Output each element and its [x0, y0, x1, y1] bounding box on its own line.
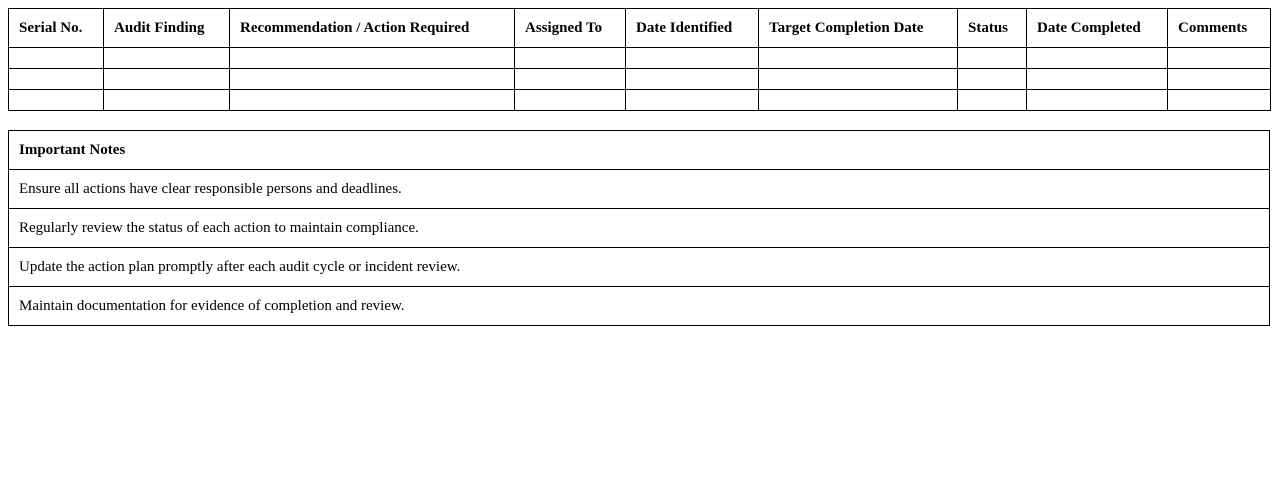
table-cell[interactable] [1168, 90, 1271, 111]
header-assigned-to: Assigned To [515, 9, 626, 48]
page-content [8, 8, 1270, 326]
header-date-completed: Date Completed [1027, 9, 1168, 48]
table-cell[interactable] [515, 90, 626, 111]
table-cell[interactable] [1027, 69, 1168, 90]
table-row [9, 69, 1271, 90]
note-row [9, 287, 1270, 326]
header-recommendation: Recommendation / Action Required [230, 9, 515, 48]
table-cell[interactable] [9, 48, 104, 69]
table-header-row [9, 9, 1271, 48]
header-status: Status [958, 9, 1027, 48]
table-cell[interactable] [759, 69, 958, 90]
note-row [9, 170, 1270, 209]
table-cell[interactable] [9, 90, 104, 111]
important-notes-table [8, 130, 1270, 326]
table-cell[interactable] [515, 48, 626, 69]
table-cell[interactable] [1027, 48, 1168, 69]
table-cell[interactable] [104, 69, 230, 90]
table-row [9, 90, 1271, 111]
table-cell[interactable] [958, 48, 1027, 69]
table-cell[interactable] [759, 48, 958, 69]
note-row [9, 248, 1270, 287]
action-plan-table [8, 8, 1271, 111]
table-cell[interactable] [1027, 90, 1168, 111]
table-cell[interactable] [1168, 48, 1271, 69]
header-target-completion-date: Target Completion Date [759, 9, 958, 48]
header-date-identified: Date Identified [626, 9, 759, 48]
table-cell[interactable] [230, 48, 515, 69]
table-cell[interactable] [230, 69, 515, 90]
table-cell[interactable] [958, 90, 1027, 111]
table-row [9, 48, 1271, 69]
table-cell[interactable] [104, 48, 230, 69]
notes-header-row [9, 131, 1270, 170]
table-cell[interactable] [515, 69, 626, 90]
table-cell[interactable] [104, 90, 230, 111]
header-audit-finding: Audit Finding [104, 9, 230, 48]
table-cell[interactable] [230, 90, 515, 111]
table-cell[interactable] [626, 69, 759, 90]
header-comments: Comments [1168, 9, 1271, 48]
table-cell[interactable] [958, 69, 1027, 90]
table-cell[interactable] [9, 69, 104, 90]
note-item: Ensure all actions have clear responsible persons and deadlines. [9, 170, 1270, 209]
header-serial-no: Serial No. [9, 9, 104, 48]
table-cell[interactable] [626, 48, 759, 69]
note-row [9, 209, 1270, 248]
note-item: Update the action plan promptly after each audit cycle or incident review. [9, 248, 1270, 287]
table-cell[interactable] [626, 90, 759, 111]
note-item: Regularly review the status of each action to maintain compliance. [9, 209, 1270, 248]
table-cell[interactable] [1168, 69, 1271, 90]
note-item: Maintain documentation for evidence of completion and review. [9, 287, 1270, 326]
table-cell[interactable] [759, 90, 958, 111]
notes-title: Important Notes [9, 131, 1270, 170]
